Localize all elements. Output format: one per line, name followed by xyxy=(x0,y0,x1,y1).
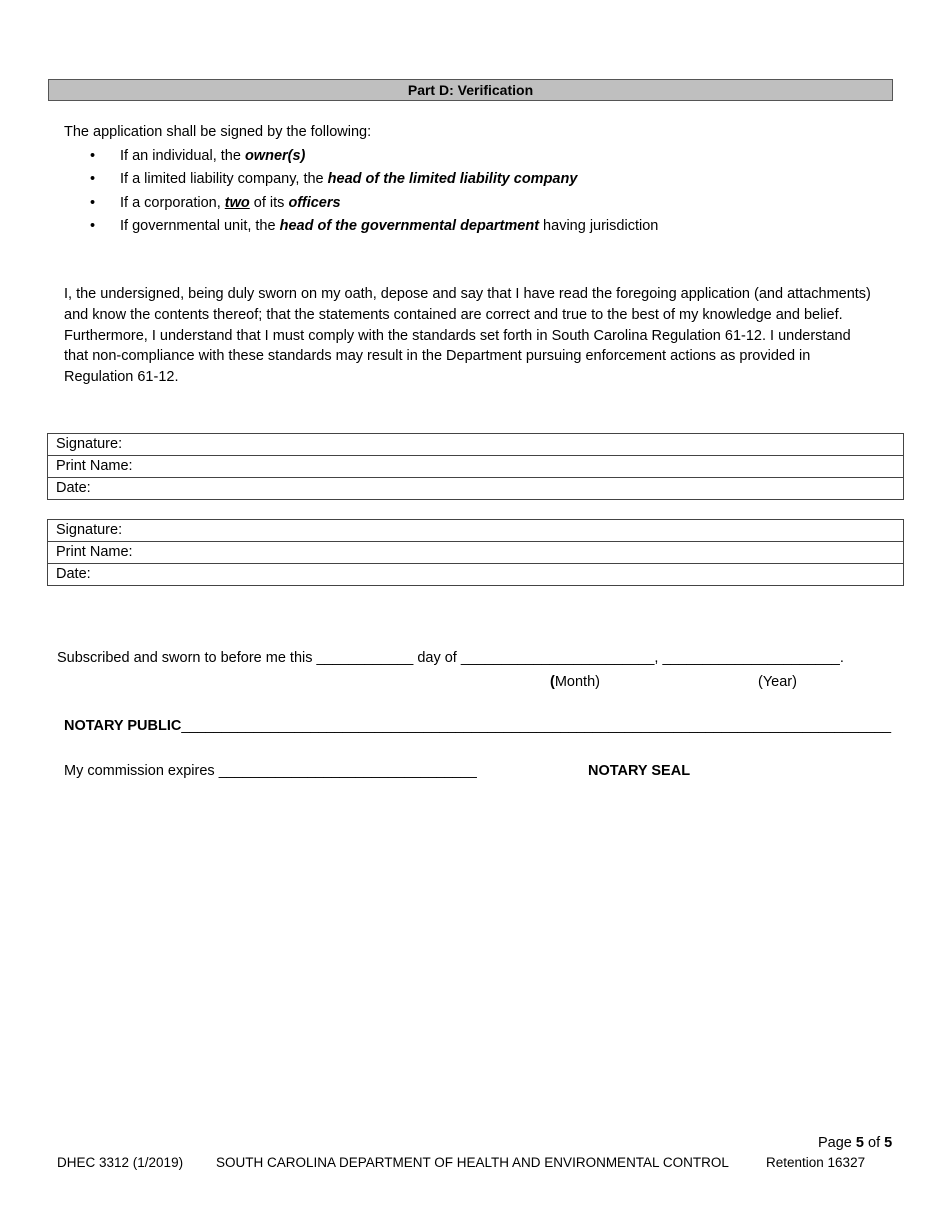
signature-block-1 xyxy=(47,433,904,500)
notary-public-label: NOTARY PUBLIC xyxy=(64,718,182,734)
print-name-field[interactable]: Print Name: xyxy=(48,455,903,477)
signers-list xyxy=(90,147,658,240)
signature-block-2 xyxy=(47,519,904,586)
list-item: • If a corporation, two of its officers xyxy=(90,194,658,217)
section-header: Part D: Verification xyxy=(48,79,893,101)
date-field[interactable]: Date: xyxy=(48,477,903,499)
footer-form-id: DHEC 3312 (1/2019) xyxy=(57,1155,184,1170)
list-item: • If a limited liability company, the head of the limited liability company xyxy=(90,170,658,193)
list-item: • If governmental unit, the head of the governmental department having jurisdiction xyxy=(90,217,658,240)
signature-field[interactable]: Signature: xyxy=(56,522,123,538)
signers-intro: The application shall be signed by the following: xyxy=(64,124,372,140)
sworn-statement[interactable]: Subscribed and sworn to before me this ____________ day of ________________________, ______________________. xyxy=(57,650,844,666)
print-name-field[interactable]: Print Name: xyxy=(48,541,903,563)
notary-public-line[interactable]: NOTARY PUBLIC________________________________________________________________________________________ xyxy=(64,718,892,734)
page-number: Page 5 of 5 xyxy=(818,1135,893,1151)
oath-statement: I, the undersigned, being duly sworn on my oath, depose and say that I have read the foregoing application (and attachments) and know the contents thereof; that the statements contained are correct and true to the best of my knowledge and belief. Furthermore, I understand that I must comply with the standards set forth in South Carolina Regulation 61-12. I understand that non-compliance with these standards may result in the Department pursuing enforcement actions as provided in Regulation 61-12. xyxy=(64,286,871,386)
list-item: • If an individual, the owner(s) xyxy=(90,147,658,170)
commission-expires-line[interactable]: My commission expires ________________________________ xyxy=(64,763,477,779)
notary-seal-label: NOTARY SEAL xyxy=(588,763,691,779)
signature-field[interactable]: Signature: xyxy=(56,436,123,452)
month-label: (Month) xyxy=(550,674,600,690)
footer-retention: Retention 16327 xyxy=(766,1155,866,1170)
footer-agency: SOUTH CAROLINA DEPARTMENT OF HEALTH AND ENVIRONMENTAL CONTROL xyxy=(216,1155,729,1170)
date-field[interactable]: Date: xyxy=(48,563,903,585)
year-label: (Year) xyxy=(758,674,797,690)
